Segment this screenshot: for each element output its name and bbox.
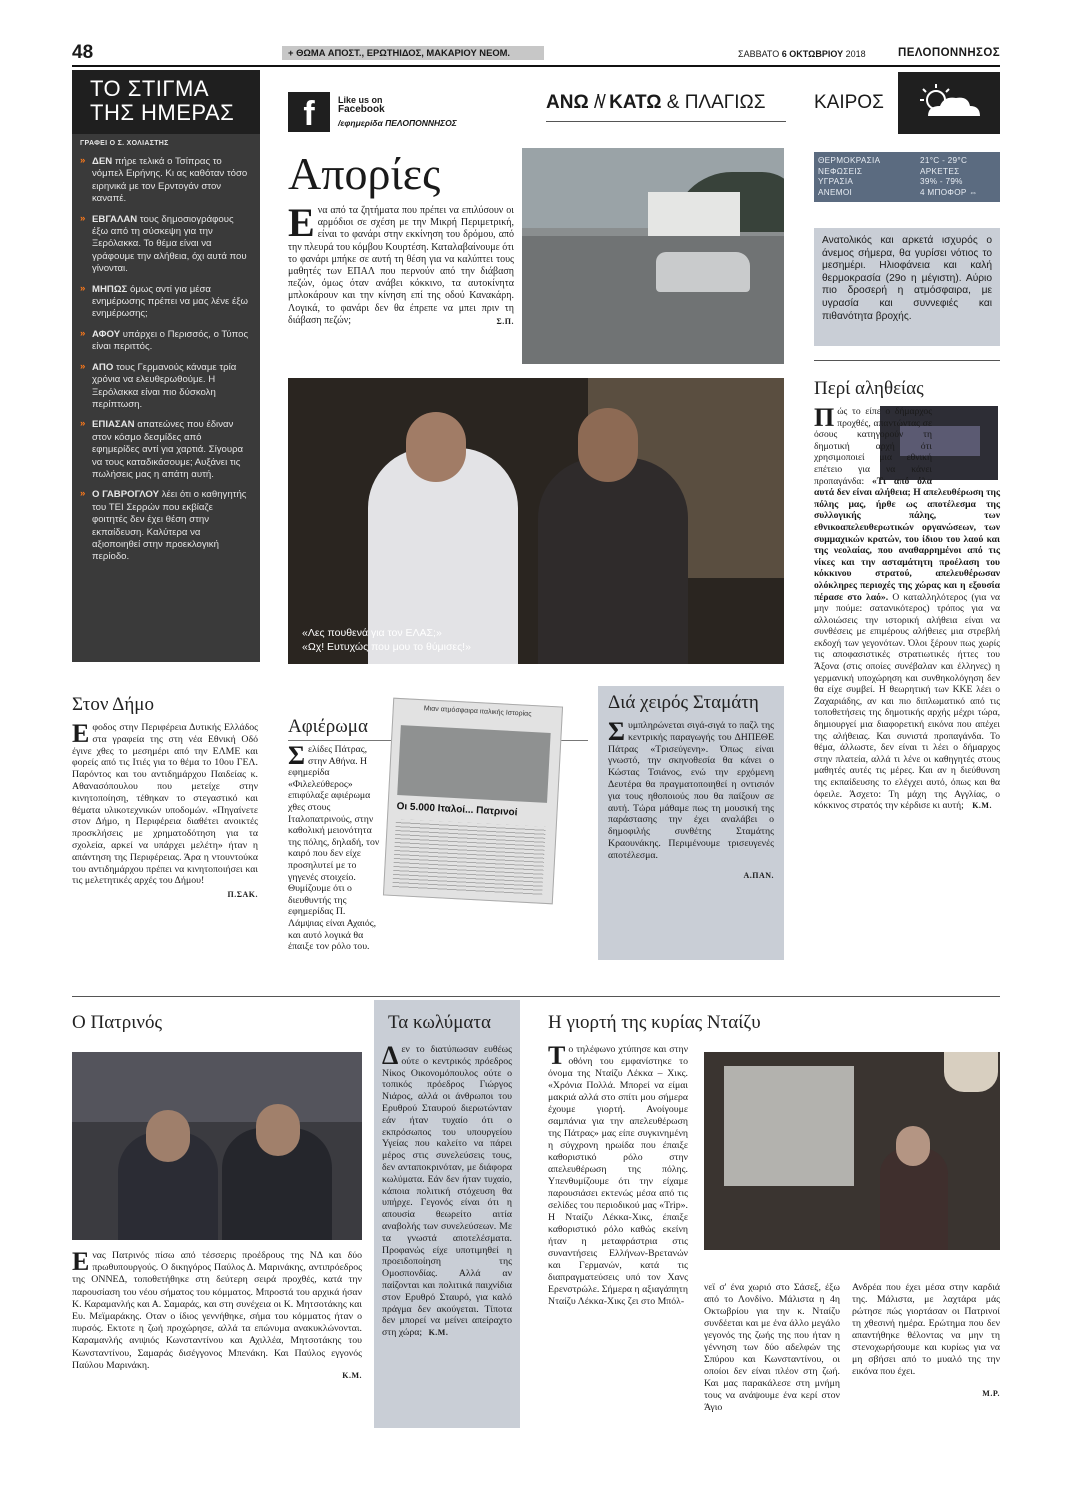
weather-value: 39% - 79% [920,177,963,186]
apories-text: να από τα ζητήματα που πρέπει να επιλύσουν οι αρμόδιοι σε σχέση με την Μικρή Περιμετρική, είναι το φανάρι στην εκκίνηση του δρόμου, από την πλευρά του κόμβου Κουρτέση. Καταλαβαίνουμε ότι το φανάρι μπήκε σε αυτή τη θέση για να καλύπτει τους μαθητές των ΕΠΑΛ που περνούν από την διάβαση πεζών, όμως όταν ανάβει κόκκινο, τα αυτοκίνητα μπλοκάρουν και την κίνηση επί της οδού Κανακάρη. Λογικά, το φανάρι δεν θα έπρεπε να μπει πριν τη διάβαση πεζών; [288,205,514,326]
stigma-item-lead: ΑΠΟ [92,361,114,373]
facebook-promo[interactable] [288,90,518,132]
page-header [72,40,1000,68]
stamati-box [598,686,784,960]
kolymata-text: εν το διατύπωσαν ευθέως ούτε ο κεντρικός πρόεδρος Νίκος Οικονομόπουλος ούτε ο τοπικός πρόεδρος Γιώργος Νιάρος, αλλά οι άνθρωποι του Ερυθρού Σταυρού διερωτώνταν εάν ήταν τυχαίο ότι ο εκπρόσωπος του υπουργείου Υγείας που καλείτο να πάρει μέρος στις συνελεύσεις τους, δεν ανταποκρινόταν, με διάφορα κωλύματα. Εάν δεν ήταν τυχαίο, κάποια πολιτική στόχευση θα υπήρχε. Γεγονός είναι ότι η απουσία θεωρείτο αιτία αναβολής των συνελεύσεων. Με τα γνωστά αποτελέσματα. Προφανώς είχε υποτιμηθεί η προειδοποίηση της Ομοσπονδίας. Αλλά αν παίζονται και πολιτικά παιχνίδια στον Ερυθρό Σταυρό, για καλό πράγμα δεν ακούγεται. Τίποτα δεν μπορεί να μείνει απείραχτο στη χώρα; [382,1044,512,1339]
giorti-text2: νεϊ σ' ένα χωριό στο Σάσεξ, έξω από το Λονδίνο. Μάλιστα η 4η Οκτωβρίου για την κ. Νταίζυ συνδέεται και με ένα άλλο μεγάλο γεγονός της ζωής της που ήταν η γέννηση των δύο αδελφών της Σπύρου και Κωνσταντίνου, οι οποίοι δεν είναι πλέον στη ζωή. Και μας παρακάλεσε στη μνήμη τους να ανάψουμε ένα κερί στον Άγιο [704,1282,840,1413]
double-chevron-icon: » [80,282,86,294]
photo-person-right-head [578,408,638,482]
afieroma-article [288,741,382,953]
giorti-signature: Μ.Ρ. [982,1389,1000,1398]
weather-label: ΥΓΡΑΣΙΑ [818,177,854,186]
stigma-item [80,284,250,321]
ano-label: ΑΝΩ [546,92,589,113]
weather-row [814,156,1000,167]
cloud-sun-icon [898,72,1000,134]
stamati-text: υμπληρώνεται σιγά-σιγά το παζλ της κεντρικής παραγωγής του ΔΗΠΕΘΕ Πάτρας «Τρισεύγενη». Όπως είναι γνωστό, την σκηνοθεσία θα κάνει ο Κώστας Τσιάνος, ενώ την ερχόμενη Δευτέρα θα πραγματοποιηθεί η οντισιόν για τους ηθοποιούς που θα παίξουν σε αυτή. Τώρα μάθαμε πως τη μουσική της παράστασης την έχει αναλάβει ο δημοφιλής συνθέτης Σταμάτης Κραουνάκης. Περιμένουμε τρισευγενές αποτέλεσμα. [608,720,774,861]
page-number: 48 [72,42,94,63]
stigma-item [80,329,250,354]
stamati-article [608,717,774,881]
peri-photo-space [932,406,1000,480]
date-year: 2018 [845,49,866,59]
double-chevron-icon: » [80,327,86,339]
caption-line2: «Ωχ! Ευτυχώς που μου το θύμισες!» [302,641,471,653]
weather-text-box [814,228,1000,346]
stamati-signature: Α.ΠΑΝ. [743,870,774,880]
dimo-article [72,719,258,901]
patrinos-text: νας Πατρινός πίσω από τέσσερις προέδρους της ΝΔ και δύο πρωθυπουργούς. Ο δικηγόρος Παύλος Δ. Μαρινάκης, αντιπρόεδρος της ΟΝΝΕΔ, τοποθετήθηκε στη δεύτερη σειρά προχθές, κατά την παρουσίαση του νέου σήματος του κόμματος. Μπροστά του αρχικά ήσαν Κ. Καραμανλής και Α. Σαμαράς, και στη συνέχεια οι Κ. Μητσοτάκης και Ευ. Μεϊμαράκης. Οταν ο ίδιος γεννήθηκε, σήμα του κόμματος ήταν ο πυρσός. Εκτοτε η ζωή προχώρησε, αλλά τα επώνυμα ανακυκλώνονται. Καραμανλής ανιψιός Κωνσταντίνου και Αχιλλέα, Μητσοτάκης του Κωνσταντίνου, Σαμαράς δισέγγονος Μπενάκη. Και Παύλος εγγονός Παύλου Μαρινάκη. [72,1250,362,1371]
kolymata-dropcap: Δ [382,1041,399,1070]
weather-row [814,167,1000,178]
memorial-text: + ΘΩΜΑ ΑΠΟΣΤ., ΕΡΩΤΗΙΔΟΣ, ΜΑΚΑΡΙΟΥ ΝΕΟΜ. [288,47,511,58]
stigma-item-lead: ΔΕΝ [92,156,113,167]
photo-car [656,252,750,292]
weather-label: ΘΕΡΜΟΚΡΑΣΙΑ [818,156,881,165]
weather-value: 21°C - 29°C [920,156,968,165]
clipping-text-block [392,819,545,897]
stamati-title: Διά χειρός Σταμάτη [608,692,759,713]
weather-title: ΚΑΙΡΟΣ [814,92,884,113]
stigma-item [80,214,250,276]
kolymata-title: Τα κωλύματα [388,1012,491,1033]
peri-article [814,403,1000,812]
apories-photo [522,148,784,364]
giorti-text1: ο τηλέφωνο χτύπησε και στην οθόνη του εμφανίστηκε το όνομα της Νταίζυ Λέκκα – Χικς. «Χρόνια Πολλά. Μπορεί να είμαι μακριά αλλά στο σπίτι μου σήμερα έχουμε γιορτή. Ανοίγουμε σαμπάνια για την απελευθέρωση της Πάτρας» μας είπε συγκινημένη η σύγχρονη ηρωίδα που έπαιξε καθοριστικό ρόλο στην απελευθέρωση της πόλης. Υπενθυμίζουμε ότι την είχαμε παρουσιάσει εκτενώς μέσα από τις σελίδες του περιοδικού μας «Trip». Η Νταίζυ Λέκκα-Χικς, έπαιξε καθοριστικό ρόλο καθώς εκείνη ήταν η μεταφράστρια στις συναντήσεις Ελλήνων-Βρετανών και Γερμανών, κατά τις διαπραγματεύσεις υπό τον Χανς Ερενστρώλε. Σήμερα η αξιαγάπητη Νταίζυ Λέκκα-Χικς ζει στο Μπόλ- [548,1044,688,1307]
stigma-item-lead: ΑΦΟΥ [92,328,121,340]
stigma-panel [72,134,260,662]
stigma-item-lead: ΜΗΠΩΣ [92,283,128,295]
main-photo-caption [302,626,471,654]
caption-line1: «Λες πουθενά για τον ΕΛΑΣ;» [302,627,442,639]
afieroma-dropcap: Σ [288,741,305,770]
apories-dropcap: Ε [288,200,315,245]
ano-kato-arrows: /\/ [593,92,604,113]
stigma-byline: ΓΡΑΦΕΙ Ο Σ. ΧΟΛΙΑΣΤΗΣ [80,140,169,147]
stigma-items [80,156,250,564]
photo-window [724,1066,854,1186]
photo-crowd [72,1052,362,1122]
photo-man-right-head [256,1104,300,1156]
plagios-label: & ΠΛΑΓΙΩΣ [666,92,766,113]
stigma-item-lead: Ο ΓΑΒΡΟΓΛΟΥ [92,489,160,501]
weather-rows [814,156,1000,198]
photo-person-left-head [406,412,466,482]
facebook-handle: /εφημερίδα ΠΕΛΟΠΟΝΝΗΣΟΣ [338,118,457,128]
stigma-item [80,156,250,206]
peri-quote: «Τι από όλα αυτά δεν είναι αλήθεια; Η απελευθέρωση της πόλης μας, ήρθε ως αποτέλεσμα της συλλογικής πάλης, των εθνικοαπελευθερωτικών οργανώσεων, των συμμαχικών κρατών, του ίδιου του λαού και της νεολαίας, που αναθαρρημένοι από τις νίκες και την ασταμάτητη προέλαση του κόκκινου στρατού, απελευθέρωσαν ολόκληρες περιοχές της χώρας και η εξουσία πέρασε στο λαό». [814,475,1000,603]
weather-value: 4 ΜΠΟΦΟΡ ⇔ [920,187,978,197]
weather-text: Ανατολικός και αρκετά ισχυρός ο άνεμος σήμερα, θα γυρίσει νότιος το μεσημέρι. Ηλιοφάνεια και καλή θερμοκρασία (29ο η μέγιστη). Αύριο πιο δροσερή η ατμόσφαιρα, με υγρασία και συννεφιές και πιθανότητα βροχής. [822,235,992,322]
double-chevron-icon: » [80,488,86,500]
weather-bottom-rule [814,360,1000,361]
afieroma-clipping [383,698,563,905]
ano-kato-rule [546,121,786,122]
weather-label: ΝΕΦΩΣΕΙΣ [818,166,863,176]
photo-man-left-head [146,1110,190,1162]
dimo-title: Στον Δήμο [72,694,154,715]
patrinos-title: Ο Πατρινός [72,1012,162,1033]
header-date [738,49,866,59]
weather-row [814,177,1000,188]
photo-building [648,192,740,236]
giorti-photo [704,1052,1000,1250]
dimo-dropcap: Ε [72,719,90,748]
stigma-item-text: τους δημοσιογράφους έξω από τη σύσκεψη για την Ξερόλακκα. Το θέμα είναι να γράφουμε την αλήθεια, όχι αυτά που γίνονται. [92,213,247,275]
stigma-item-text: πήρε τελικά ο Τσίπρας το νόμπελ Ειρήνης. Κι ας καθόταν τόσο ειρηνικά με τον Ερντογάν στον καναπέ. [92,156,248,205]
section-divider [72,996,1000,997]
stigma-item-text: τους Γερμανούς κάναμε τρία χρόνια να ελευθερωθούμε. Η Ξερόλακκα είναι πιο δύσκολη περίπτωση. [92,361,237,410]
peri-text1: ώς το είπε ο δήμαρχος προχθές, απαντώντας σε όσους κατηγορούν τη δημοτική αρχή ότι χρησιμοποιεί μια εθνική επέτειο για να κάνει προπαγάνδα: [814,406,932,487]
double-chevron-icon: » [80,212,86,224]
stigma-title-line2: ΤΗΣ ΗΜΕΡΑΣ [90,100,235,125]
stigma-item [80,489,250,563]
giorti-title: Η γιορτή της κυρίας Νταίζυ [548,1012,761,1033]
patrinos-article [72,1247,362,1382]
peri-title: Περί αληθείας [814,378,924,399]
facebook-icon: f [288,92,330,132]
apories-article [288,200,514,328]
double-chevron-icon: » [80,360,86,372]
kolymata-signature: Κ.Μ. [428,1328,449,1338]
date-day: ΣΑΒΒΑΤΟ [738,49,780,59]
date-bold: 6 ΟΚΤΩΒΡΙΟΥ [781,49,844,59]
memorial-strip [282,46,544,60]
double-chevron-icon: » [80,418,86,430]
stigma-header [72,70,260,134]
main-photo [288,378,784,664]
stigma-title-line1: ΤΟ ΣΤΙΓΜΑ [90,76,210,101]
giorti-text3: Ανδρέα που έχει μέσα στην καρδιά της. Μάλιστα, με λαχτάρα μάς ρώτησε πώς γιορτάσαν οι Πατρινοί τη χθεσινή ημέρα. Ερώτημα που δεν απαντήθηκε θέλοντας να μην τη στενοχωρήσουμε και κυρίως για να μη σβήσει από το μυαλό της την εικόνα που έχει. [852,1282,1000,1377]
giorti-col3 [852,1282,1000,1400]
stigma-item [80,419,250,481]
patrinos-signature: Κ.Μ. [342,1371,362,1381]
patrinos-dropcap: Ε [72,1247,90,1276]
stigma-item-text: υπάρχει ο Περισσός, ο Τύπος είναι περιττός. [92,328,249,353]
photo-lamp [944,1052,998,1092]
giorti-col1 [548,1041,688,1308]
apories-title: Απορίες [288,148,441,199]
paper-name: ΠΕΛΟΠΟΝΝΗΣΟΣ [898,47,1000,59]
stigma-item-lead: ΕΠΙΑΣΑΝ [92,419,135,431]
clipping-header: Μιαν ατμόσφαιρα ιταλικής Ιστορίας [423,705,532,718]
kolymata-article [382,1041,512,1339]
facebook-like-label: Like us on [338,95,383,105]
stamati-dropcap: Σ [608,717,625,746]
giorti-col2 [704,1282,840,1414]
apories-signature: Σ.Π. [496,317,514,327]
weather-value: ΑΡΚΕΤΕΣ [920,166,960,176]
ano-kato-heading [546,92,806,114]
stigma-item-text: όμως αντί για μέσα ενημέρωσης πρέπει να μας λένε έξω ενημέρωσης; [92,283,249,320]
facebook-label: Facebook [338,104,385,115]
afieroma-title: Αφιέρωμα [288,716,368,737]
clipping-title: Οι 5.000 Ιταλοί... Πατρινοί [396,801,518,819]
weather-row [814,188,1000,199]
double-chevron-icon: » [80,155,86,166]
weather-label: ΑΝΕΜΟΙ [818,187,853,197]
giorti-dropcap: Τ [548,1041,566,1070]
weather-table [814,152,1000,202]
afieroma-text: ελίδες Πάτρας, στην Αθήνα. Η εφημερίδα «Φιλελεύθερος» επιφύλαξε αφιέρωμα χθες στους Ιταλοπατρινούς, στην καθολική μειονότητα της πόλης, δηλαδή, τον καιρό που δεν είχε προσηλυτεί με το γηγενές στοιχείο. Θυμίζουμε ότι ο διευθυντής της εφημερίδας Π. Λάμψιας είναι Αχαιός, και αυτό λογικά θα έπαιξε τον ρόλο του. [288,744,380,953]
stigma-item-text: λέει ότι ο καθηγητής του ΤΕΙ Σερρών που εκβίαζε φοιτητές δεν έχει θέση στην εκπαίδευση. Καλύτερα να αξιοποιηθεί στην προεκλογική περίοδο. [92,489,247,563]
stigma-item-lead: ΕΒΓΑΛΑΝ [92,213,138,225]
kolymata-box [374,1000,520,1428]
peri-signature: Κ.Μ. [972,801,992,811]
peri-dropcap: Π [814,403,835,432]
stigma-item [80,362,250,412]
patrinos-photo [72,1052,362,1240]
photo-woman-head [896,1126,930,1166]
dimo-text: φοδος στην Περιφέρεια Δυτικής Ελλάδος στα γραφεία της στη νέα Εθνική Οδό έγινε χθες το μεσημέρι από την ΕΛΜΕ και φορείς από τις Ιτιές για το θέμα το 10ου ΓΕΛ. Παρόντος και του αντιδημάρχου Παιδείας κ. Αθανασόπουλου που μετείχε στην κινητοποίηση, τέθηκαν το στεγαστικό και θέματα υλικοτεχνικών υποδομών. «Πηγαίνετε στον Δήμο, η Περιφέρεια διαθέτει ανοικτές προσκλήσεις με χρηματοδότηση για τα σχολεία, αρκεί να υπάρχει μελέτη» ήταν η απάντηση της Περιφέρειας. Άρα η ντουντούκα του αντιδημάρχου πρέπει να κινητοποιήσει και τις μελετητικές αρχές του Δήμου! [72,722,258,887]
stigma-item-text: απατεώνες που έδιναν στον κόσμο δεσμίδες από εφημερίδες αντί για χαρτιά. Σίγουρα να τους καταδικάσουμε; Αυξάνει τις πωλήσεις μας η απάτη αυτή. [92,419,244,480]
weather-icon-box [898,72,1000,134]
kato-label: ΚΑΤΩ [609,92,662,113]
clipping-photo [397,725,550,803]
dimo-signature: Π.ΣΑΚ. [227,890,258,900]
header-rule [72,65,1000,67]
photo-person-right [538,458,688,664]
peri-text2: Ο καταλληλότερος (για να μην πούμε: σατανικότερος) τρόπος για να αλλοιώσεις την ιστορική αλήθεια είναι να συνθέσεις με επιμέρους αλήθειες μια στρεβλή εκδοχή των γεγονότων. Όλοι ξέρουν πως χωρίς τις αποφασιστικές στρατιωτικές ήττες του Άξονα (στις οποίες συνέβαλαν και έλληνες) η γερμανική υποχώρηση και συνθηκολόγηση δεν θα είχε συμβεί. Η θεωρητική των ΚΚΕ λέει ο Ζαχαριάδης, αν και πιο διπλωματικό από τις τοποθετήσεις της δημοτικής αρχής μέχρι τώρα, δημιουργεί μια διαφορετική εικόνα που απέχει της αλήθειας. Και συνιστά προπαγάνδα. Το θέμα, άλλωστε, δεν είναι τι λέει ο δήμαρχος στην πλατεία, αλλά τι λένε οι καθηγητές στους μαθητές αυτές τις μέρες. Και αν η διεύθυνση της εκπαίδευσης το ελέγχει αυτό, όπως και θα όφειλε. Άσχετο: Τη μάχη της Αγγλίας, ο κόκκινος στρατός την κέρδισε κι αυτή; [814,591,1000,812]
